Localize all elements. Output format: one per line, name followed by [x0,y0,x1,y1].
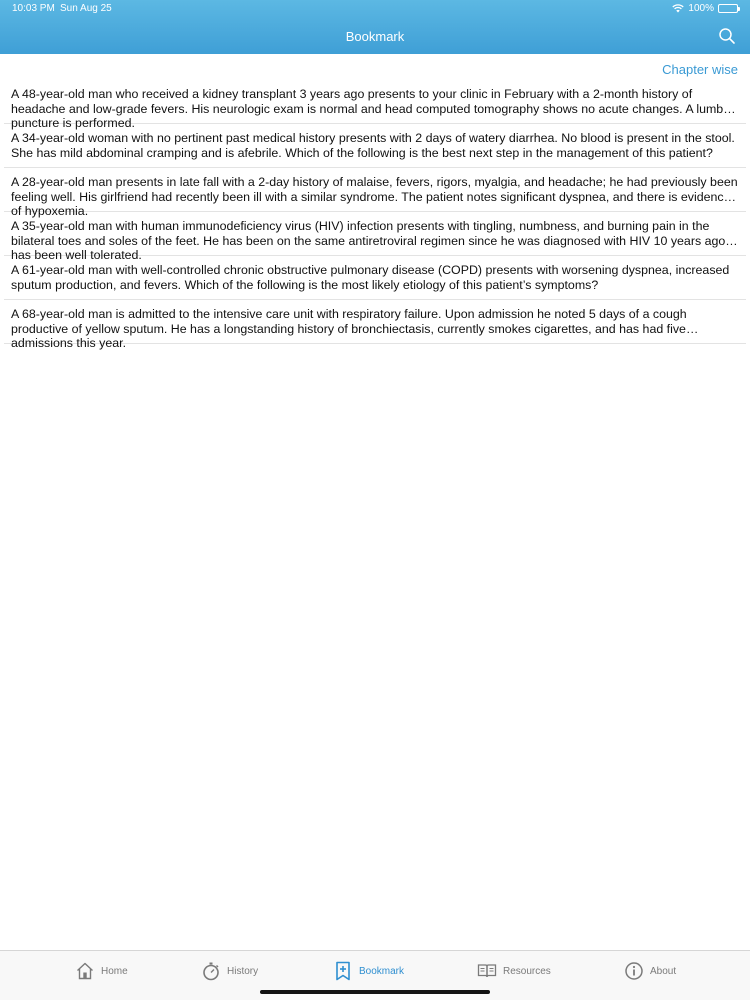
stopwatch-icon [201,961,221,981]
tab-resources[interactable] [477,961,551,981]
status-date: Sun Aug 25 [60,3,112,14]
tab-bookmark-label: Bookmark [359,965,405,977]
bookmark-list [4,80,746,351]
list-item[interactable] [4,256,746,300]
status-time: 10:03 PM [12,3,55,14]
top-bar [0,0,750,54]
tab-history-label: History [227,965,259,977]
list-item-text: A 35-year-old man with human immunodeficiency virus (HIV) infection presents with tingling, numbness, and burning pain in the bilateral toes and soles of the feet. He has been on the same antiretroviral regimen since he was diagnosed with HIV 10 years ago; it has been well tolerated. [11,219,739,263]
list-item[interactable] [4,300,746,351]
battery-percent: 100% [688,3,714,14]
list-item[interactable] [4,124,746,168]
list-item[interactable] [4,212,746,263]
tab-about[interactable] [624,961,676,981]
tab-bookmark[interactable] [333,961,404,981]
search-icon[interactable] [718,27,736,45]
book-icon [477,961,497,981]
chapter-wise-button[interactable]: Chapter wise [662,62,738,77]
tab-history[interactable] [201,961,258,981]
list-item-text: A 48-year-old man who received a kidney transplant 3 years ago presents to your clinic in February with a 2-month history of headache and low-grade fevers. His neurologic exam is normal and head computed tomography shows no acute changes. A lumbar puncture is performed. [11,87,735,131]
tab-home[interactable] [75,961,128,981]
tab-about-label: About [650,965,677,977]
wifi-icon [672,4,684,13]
list-item-text: A 34-year-old woman with no pertinent past medical history presents with 2 days of watery diarrhea. No blood is present in the stool. She has mild abdominal cramping and is afebrile. Which of the following is the best next step in the management of this patient? [11,131,735,160]
battery-icon [718,4,738,13]
tab-home-label: Home [101,965,128,977]
list-item-text: A 68-year-old man is admitted to the intensive care unit with respiratory failure. Upon admission he noted 5 days of a cough productive of yellow sputum. He has a longstanding history of bronchiectasis, currently smokes cigarettes, and has had five admissions this year. [11,307,687,351]
home-icon [75,961,95,981]
info-icon [624,961,644,981]
bookmark-icon [333,961,353,981]
tab-bar [0,950,750,1000]
list-item[interactable] [4,168,746,219]
list-item-text: A 61-year-old man with well-controlled chronic obstructive pulmonary disease (COPD) presents with worsening dyspnea, increased sputum production, and fevers. Which of the following is the most likely etiology of this patient’s symptoms? [11,263,730,292]
page-title: Bookmark [345,29,405,44]
status-right [672,3,738,14]
home-indicator [260,990,490,994]
status-bar [12,3,738,17]
tab-resources-label: Resources [503,965,551,977]
list-item[interactable] [4,80,746,131]
list-item-text: A 28-year-old man presents in late fall with a 2-day history of malaise, fevers, rigors, myalgia, and headache; he had previously been feeling well. His girlfriend had recently been ill with a similar syndrome. The patient notes significant dyspnea, and there is evidence of hypoxemia. [11,175,738,219]
